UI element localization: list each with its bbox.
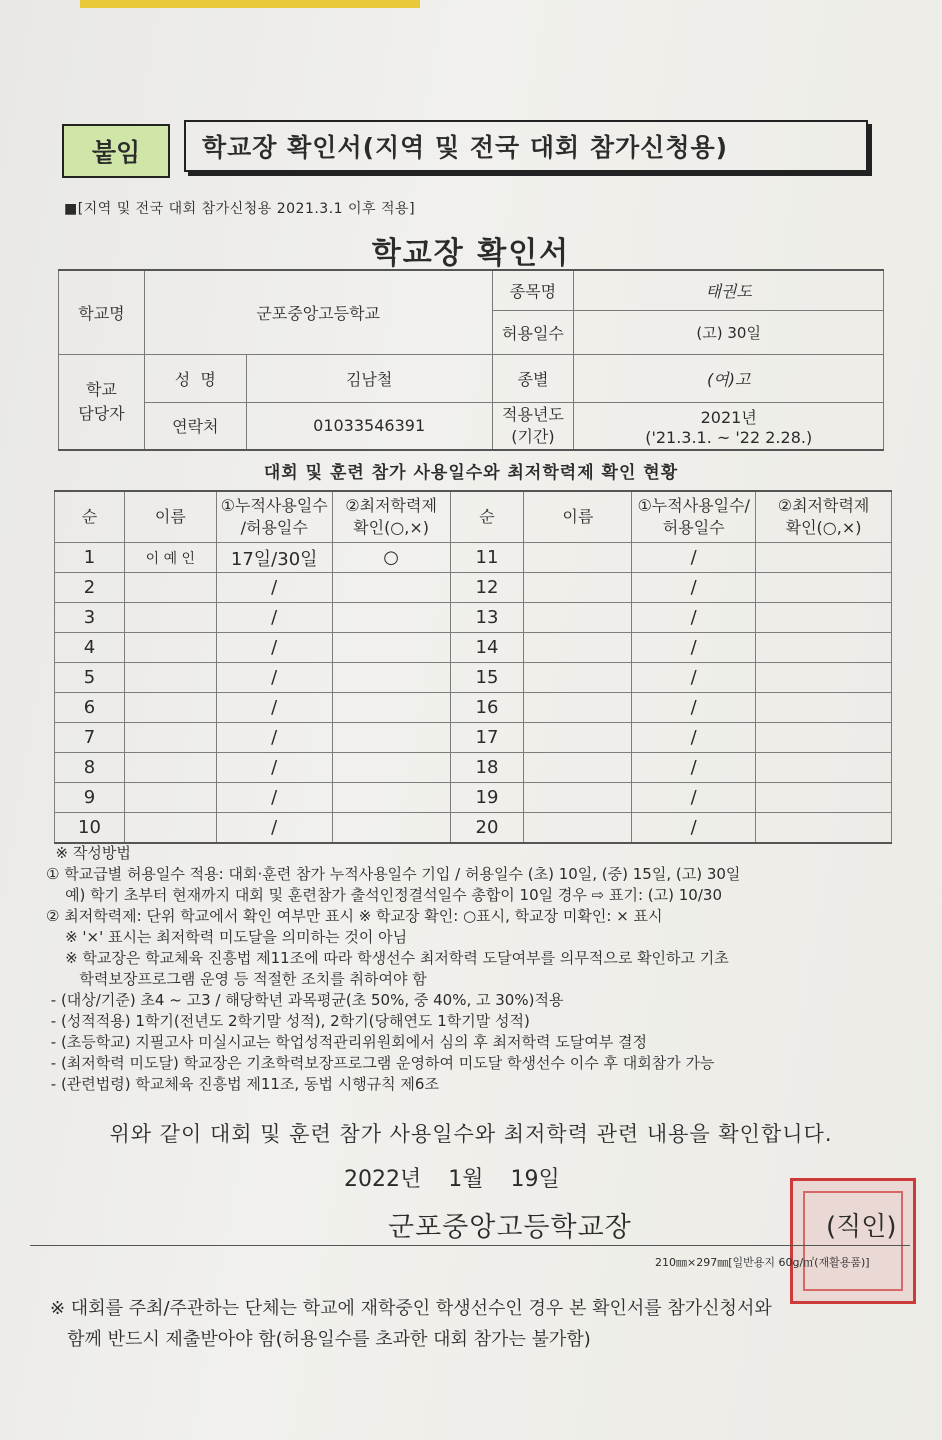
table-cell-n: 14 xyxy=(450,633,524,663)
gender-label: 종별 xyxy=(492,354,574,402)
table-cell-days: / xyxy=(632,573,756,603)
writing-notes xyxy=(46,843,906,1095)
table-cell-name xyxy=(524,603,632,633)
table-cell-n: 3 xyxy=(55,603,125,633)
table-cell-chk xyxy=(332,693,450,723)
allowed-label: 허용일수 xyxy=(492,310,574,354)
table-cell-days: / xyxy=(632,783,756,813)
table-cell-n: 8 xyxy=(55,753,125,783)
table-cell-chk xyxy=(756,723,892,753)
note-line: - (초등학교) 지필고사 미실시교는 학업성적관리위원회에서 심의 후 최저학력 도달여부 결정 xyxy=(46,1033,647,1051)
table-cell-name xyxy=(124,783,216,813)
column-header: ①누적사용일수/ 허용일수 xyxy=(632,491,756,543)
table-cell-name xyxy=(524,723,632,753)
note-line: ※ '×' 표시는 최저학력 미도달을 의미하는 것이 아님 xyxy=(46,928,408,946)
main-title: 학교장 확인서 xyxy=(371,236,571,271)
table-row xyxy=(55,783,892,813)
school-label: 학교명 xyxy=(59,270,145,354)
table-cell-chk xyxy=(332,603,450,633)
table-cell-name xyxy=(524,783,632,813)
table-cell-name: 이 예 인 xyxy=(124,543,216,573)
table-cell-n: 7 xyxy=(55,723,125,753)
table-cell-n: 15 xyxy=(450,663,524,693)
table-cell-days: / xyxy=(216,663,332,693)
usage-table xyxy=(54,490,892,844)
note-line: 예) 학기 초부터 현재까지 대회 및 훈련참가 출석인정결석일수 총합이 10일 경우 ⇨ 표기: (고) 10/30 xyxy=(46,886,722,904)
column-header: 순 xyxy=(450,491,524,543)
table-row xyxy=(55,693,892,723)
event-value: 태권도 xyxy=(574,270,884,310)
table-cell-chk xyxy=(332,753,450,783)
table-cell-chk xyxy=(332,663,450,693)
table-cell-days: / xyxy=(216,783,332,813)
note-line: ※ 학교장은 학교체육 진흥법 제11조에 따라 학생선수 최저학력 도달여부를 의무적으로 확인하고 기초 xyxy=(46,949,729,967)
top-note: ■[지역 및 전국 대회 참가신청용 2021.3.1 이후 적용] xyxy=(64,201,416,217)
table-cell-n: 2 xyxy=(55,573,125,603)
table-cell-days: / xyxy=(216,693,332,723)
table-cell-days: / xyxy=(216,813,332,844)
column-header: ②최저학력제 확인(○,×) xyxy=(332,491,450,543)
table-cell-name xyxy=(124,573,216,603)
attachment-badge: 붙임 xyxy=(62,124,170,178)
table-cell-days: / xyxy=(216,723,332,753)
table-cell-n: 16 xyxy=(450,693,524,723)
contact-label: 연락처 xyxy=(144,402,246,450)
table-cell-chk xyxy=(332,813,450,844)
table-cell-days: / xyxy=(632,633,756,663)
table-cell-chk xyxy=(756,603,892,633)
school-value: 군포중앙고등학교 xyxy=(144,270,492,354)
table-row xyxy=(55,573,892,603)
table-cell-days: 17일/30일 xyxy=(216,543,332,573)
table-cell-days: / xyxy=(216,573,332,603)
table-row xyxy=(55,723,892,753)
confirm-statement: 위와 같이 대회 및 훈련 참가 사용일수와 최저학력 관련 내용을 확인합니다. xyxy=(109,1122,833,1146)
note-line: 학력보장프로그램 운영 등 적절한 조치를 취하여야 함 xyxy=(46,970,427,988)
table-cell-days: / xyxy=(632,693,756,723)
table-cell-n: 17 xyxy=(450,723,524,753)
table-cell-name xyxy=(124,813,216,844)
note-line: ※ 작성방법 xyxy=(46,844,131,862)
table-cell-n: 19 xyxy=(450,783,524,813)
table-cell-chk xyxy=(756,753,892,783)
bottom-note-line: ※ 대회를 주최/주관하는 단체는 학교에 재학중인 학생선수인 경우 본 확인서를 참가신청서와 xyxy=(50,1298,772,1319)
table-cell-chk xyxy=(332,573,450,603)
table-row xyxy=(55,813,892,844)
table-cell-n: 13 xyxy=(450,603,524,633)
note-line: ② 최저학력제: 단위 학교에서 확인 여부만 표시 ※ 학교장 확인: ○표시, 학교장 미확인: × 표시 xyxy=(46,907,663,925)
table-cell-name xyxy=(124,693,216,723)
table-cell-name xyxy=(524,693,632,723)
allowed-value: (고) 30일 xyxy=(574,310,884,354)
note-line: ① 학교급별 허용일수 적용: 대회·훈련 참가 누적사용일수 기입 / 허용일수 (초) 10일, (중) 15일, (고) 30일 xyxy=(46,865,741,883)
table-cell-days: / xyxy=(632,753,756,783)
event-label: 종목명 xyxy=(492,270,574,310)
name-label: 성 명 xyxy=(144,354,246,402)
table-cell-chk xyxy=(332,723,450,753)
note-line: - (성적적용) 1학기(전년도 2학기말 성적), 2학기(당해연도 1학기말 성적) xyxy=(46,1012,530,1030)
table-cell-days: / xyxy=(632,603,756,633)
table-row xyxy=(55,753,892,783)
table-cell-name xyxy=(524,543,632,573)
year-label: 적용년도 (기간) xyxy=(492,402,574,450)
paper-spec: 210㎜×297㎜[일반용지 60g/㎡(재활용품)] xyxy=(655,1256,870,1269)
table-row xyxy=(55,663,892,693)
note-line: - (관련법령) 학교체육 진흥법 제11조, 동법 시행규칙 제6조 xyxy=(46,1075,439,1093)
table-cell-n: 4 xyxy=(55,633,125,663)
gender-value: (여)고 xyxy=(574,354,884,402)
table-cell-n: 6 xyxy=(55,693,125,723)
date: 2022년 1월 19일 xyxy=(344,1167,560,1192)
table-cell-n: 9 xyxy=(55,783,125,813)
table-cell-name xyxy=(524,573,632,603)
table-cell-days: / xyxy=(632,723,756,753)
table-cell-days: / xyxy=(632,543,756,573)
header xyxy=(62,120,852,176)
year-cell xyxy=(574,402,884,450)
table-cell-days: / xyxy=(632,663,756,693)
table-cell-chk xyxy=(756,783,892,813)
table-cell-name xyxy=(124,663,216,693)
table-cell-n: 10 xyxy=(55,813,125,844)
info-table xyxy=(58,269,884,451)
table-cell-name xyxy=(124,723,216,753)
table-cell-name xyxy=(524,813,632,844)
table-cell-chk xyxy=(756,813,892,844)
table-cell-days: / xyxy=(216,633,332,663)
table-cell-chk: ○ xyxy=(332,543,450,573)
contact-value: 01033546391 xyxy=(246,402,492,450)
seal-label: (직인) xyxy=(826,1212,897,1242)
bottom-note xyxy=(50,1293,772,1355)
column-header: 이름 xyxy=(124,491,216,543)
column-header: 순 xyxy=(55,491,125,543)
bottom-note-line: 함께 반드시 제출받아야 함(허용일수를 초과한 대회 참가는 불가함) xyxy=(50,1329,591,1350)
table-cell-name xyxy=(124,603,216,633)
table-cell-chk xyxy=(332,783,450,813)
table-cell-name xyxy=(524,633,632,663)
table-cell-n: 11 xyxy=(450,543,524,573)
name-value: 김남철 xyxy=(246,354,492,402)
table-cell-chk xyxy=(756,693,892,723)
note-line: - (최저학력 미도달) 학교장은 기초학력보장프로그램 운영하여 미도달 학생선수 이수 후 대회참가 가능 xyxy=(46,1054,715,1072)
table-cell-days: / xyxy=(216,753,332,783)
table-cell-chk xyxy=(332,633,450,663)
table-cell-chk xyxy=(756,573,892,603)
header-title: 학교장 확인서(지역 및 전국 대회 참가신청용) xyxy=(184,120,868,172)
table-cell-chk xyxy=(756,543,892,573)
column-header: ①누적사용일수 /허용일수 xyxy=(216,491,332,543)
divider xyxy=(30,1245,910,1246)
table-cell-chk xyxy=(756,633,892,663)
table-cell-name xyxy=(524,663,632,693)
year-period: ('21.3.1. ~ '22 2.28.) xyxy=(645,427,813,447)
table-cell-days: / xyxy=(216,603,332,633)
section-title: 대회 및 훈련 참가 사용일수와 최저학력제 확인 현황 xyxy=(263,463,679,483)
table-cell-name xyxy=(124,753,216,783)
table-cell-n: 18 xyxy=(450,753,524,783)
table-row xyxy=(55,603,892,633)
table-row xyxy=(55,633,892,663)
column-header: ②최저학력제 확인(○,×) xyxy=(756,491,892,543)
table-cell-name xyxy=(524,753,632,783)
table-row xyxy=(55,543,892,573)
table-header-row xyxy=(55,491,892,543)
year-value: 2021년 xyxy=(700,407,757,427)
table-cell-chk xyxy=(756,663,892,693)
tape-strip xyxy=(80,0,420,8)
table-cell-days: / xyxy=(632,813,756,844)
table-cell-n: 1 xyxy=(55,543,125,573)
person-label: 학교 담당자 xyxy=(59,354,145,450)
note-line: - (대상/기준) 초4 ~ 고3 / 해당학년 과목평균(초 50%, 중 40%, 고 30%)적용 xyxy=(46,991,564,1009)
table-cell-n: 12 xyxy=(450,573,524,603)
column-header: 이름 xyxy=(524,491,632,543)
table-cell-name xyxy=(124,633,216,663)
table-cell-n: 20 xyxy=(450,813,524,844)
table-cell-n: 5 xyxy=(55,663,125,693)
principal-name: 군포중앙고등학교장 xyxy=(388,1212,632,1243)
